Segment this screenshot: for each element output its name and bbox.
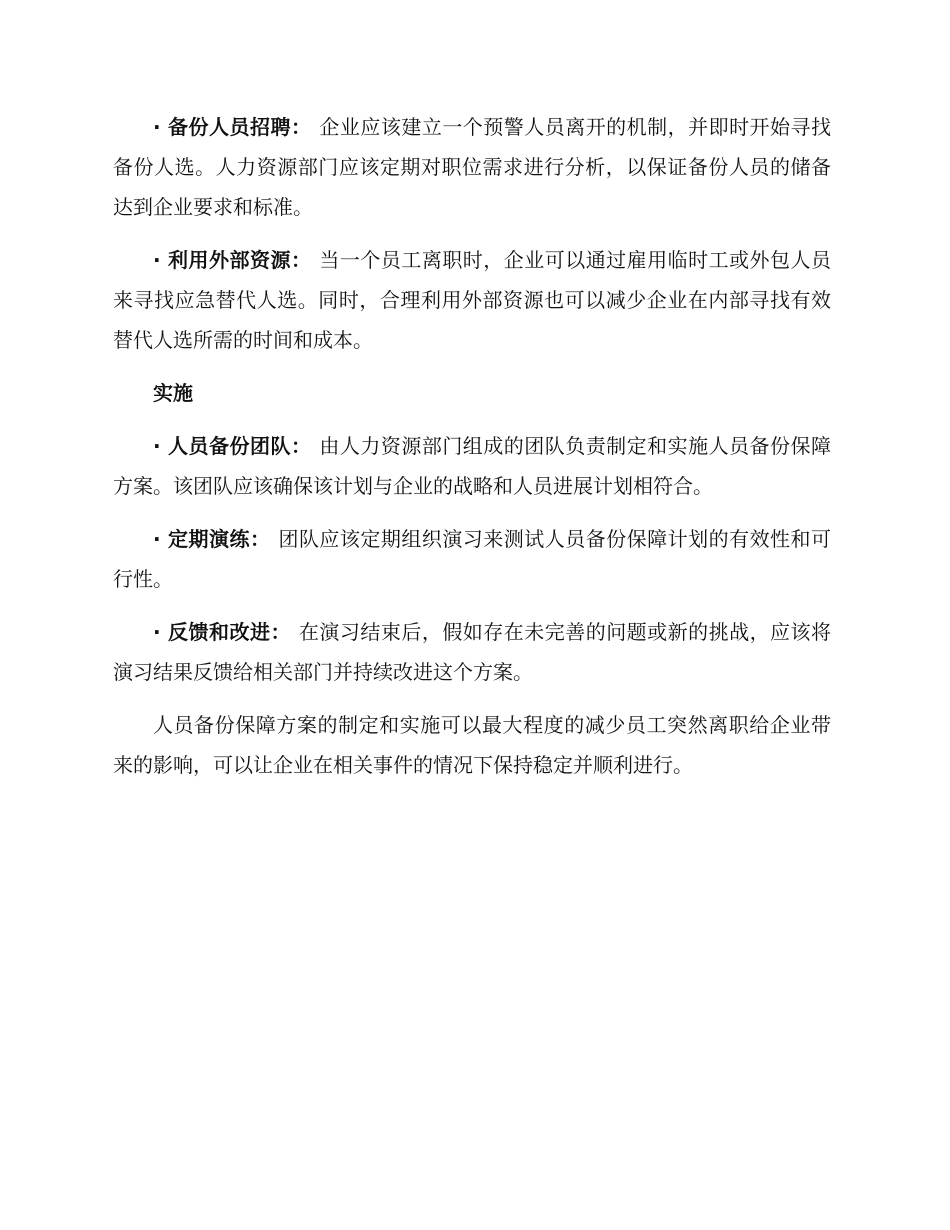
feedback-text: 在演习结束后，假如存在未完善的问题或新的挑战，应该将演习结果反馈给相关部门并持续改进这个方案。 [113,620,832,684]
paragraph-backup-recruit [113,107,831,227]
backup-team-text: 由人力资源部门组成的团队负责制定和实施人员备份保障方案。该团队应该确保该计划与企业的战略和人员进展计划相符合。 [113,434,831,498]
external-resources-text: 当一个员工离职时，企业可以通过雇用临时工或外包人员来寻找应急替代人选。同时，合理利用外部资源也可以减少企业在内部寻找有效替代人选所需的时间和成本。 [113,248,831,352]
regular-drills-label: · 定期演练 [153,527,250,551]
backup-team-label: · 人员备份团队 [153,434,291,458]
external-resources-label: · 利用外部资源 [153,248,291,272]
backup-team-separator: ： [290,434,312,458]
backup-recruit-text: 企业应该建立一个预警人员离开的机制，并即时开始寻找备份人选。人力资源部门应该定期对职位需求进行分析，以保证备份人员的储备达到企业要求和标准。 [113,115,831,219]
backup-recruit-label: · 备份人员招聘 [153,115,291,139]
paragraph-backup-team [113,426,831,506]
regular-drills-separator: ： [249,527,271,551]
paragraph-regular-drills [113,519,831,599]
document-page [113,107,831,798]
external-resources-separator: ： [290,248,312,272]
paragraph-external-resources [113,240,831,360]
backup-recruit-separator: ： [290,115,312,139]
feedback-label: · 反馈和改进 [153,620,271,644]
regular-drills-text: 团队应该定期组织演习来测试人员备份保障计划的有效性和可行性。 [113,527,832,591]
paragraph-feedback [113,612,831,692]
feedback-separator: ： [270,620,291,644]
implementation-heading: 实施 [153,381,193,405]
paragraph-conclusion: 人员备份保障方案的制定和实施可以最大程度的减少员工突然离职给企业带来的影响，可以让企业在相关事件的情况下保持稳定并顺利进行。 [113,713,831,777]
